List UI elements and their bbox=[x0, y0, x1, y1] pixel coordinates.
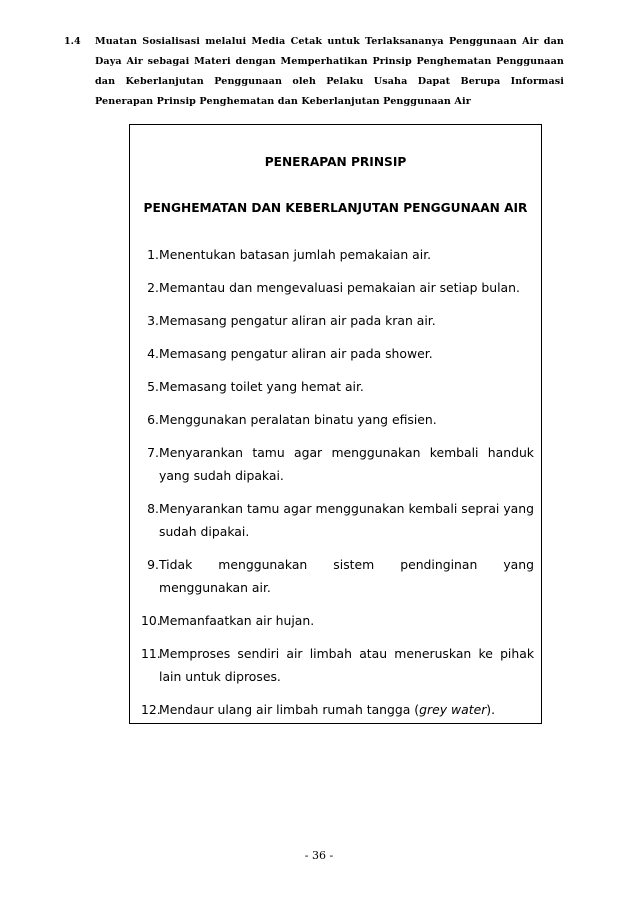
list-item-text: Memantau dan mengevaluasi pemakaian air setiap bulan. bbox=[159, 280, 520, 295]
list-item-number: 7. bbox=[147, 445, 159, 460]
page-number: - 36 - bbox=[304, 849, 334, 862]
list-item-text-before: Mendaur ulang air limbah rumah tangga ( bbox=[159, 702, 420, 717]
box-title-line1: PENERAPAN PRINSIP bbox=[264, 155, 407, 169]
list-item bbox=[141, 276, 534, 299]
list-item bbox=[141, 553, 534, 599]
section-number: 1.4 bbox=[64, 36, 81, 47]
list-item-text: Memasang pengatur aliran air pada shower. bbox=[159, 346, 433, 361]
list-item-text-after: ). bbox=[486, 702, 496, 717]
list-item-number: 4. bbox=[147, 346, 159, 361]
list-item bbox=[141, 642, 534, 688]
list-item bbox=[141, 497, 534, 543]
list-item-number: 12. bbox=[141, 702, 161, 717]
list-item-text: Memanfaatkan air hujan. bbox=[159, 613, 315, 628]
list-item-text-italic: grey water bbox=[419, 702, 487, 717]
list-item-number: 10. bbox=[141, 613, 161, 628]
section-heading bbox=[64, 32, 564, 112]
list-item-number: 6. bbox=[147, 412, 159, 427]
list-item-text: Memasang toilet yang hemat air. bbox=[159, 379, 364, 394]
list-item bbox=[141, 408, 534, 431]
list-item-text bbox=[159, 698, 534, 721]
list-item-text: Memproses sendiri air limbah atau meneruskan ke pihak lain untuk diproses. bbox=[159, 646, 534, 684]
box-title-line2: PENGHEMATAN DAN KEBERLANJUTAN PENGGUNAAN AIR bbox=[143, 201, 528, 215]
list-item-text: Menentukan batasan jumlah pemakaian air. bbox=[159, 247, 432, 262]
list-item bbox=[141, 309, 534, 332]
list-item-number: 9. bbox=[147, 557, 159, 572]
principles-box bbox=[129, 124, 542, 724]
list-item-number: 1. bbox=[147, 247, 159, 262]
list-item bbox=[141, 342, 534, 365]
list-item-text: Tidak menggunakan sistem pendinginan yang menggunakan air. bbox=[159, 557, 534, 595]
principles-list bbox=[141, 243, 534, 721]
list-item-text: Menyarankan tamu agar menggunakan kembali handuk yang sudah dipakai. bbox=[159, 445, 534, 483]
list-item-text: Memasang pengatur aliran air pada kran air. bbox=[159, 313, 436, 328]
list-item bbox=[141, 609, 534, 632]
list-item-number: 5. bbox=[147, 379, 159, 394]
list-item bbox=[141, 698, 534, 721]
list-item-number: 2. bbox=[147, 280, 159, 295]
list-item-text: Menyarankan tamu agar menggunakan kembali seprai yang sudah dipakai. bbox=[159, 501, 534, 539]
section-title: Muatan Sosialisasi melalui Media Cetak untuk Terlaksananya Penggunaan Air dan Daya Air sebagai Materi dengan Memperhatikan Prinsip Penghematan Penggunaan dan Keberlanjutan Penggunaan oleh Pelaku Usaha Dapat Berupa Informasi Penerapan Prinsip Penghematan dan Keberlanjutan Penggunaan Air bbox=[95, 36, 564, 107]
list-item-number: 8. bbox=[147, 501, 159, 516]
list-item bbox=[141, 441, 534, 487]
list-item-number: 3. bbox=[147, 313, 159, 328]
list-item bbox=[141, 375, 534, 398]
list-item bbox=[141, 243, 534, 266]
list-item-number: 11. bbox=[141, 646, 161, 661]
list-item-text: Menggunakan peralatan binatu yang efisien. bbox=[159, 412, 437, 427]
